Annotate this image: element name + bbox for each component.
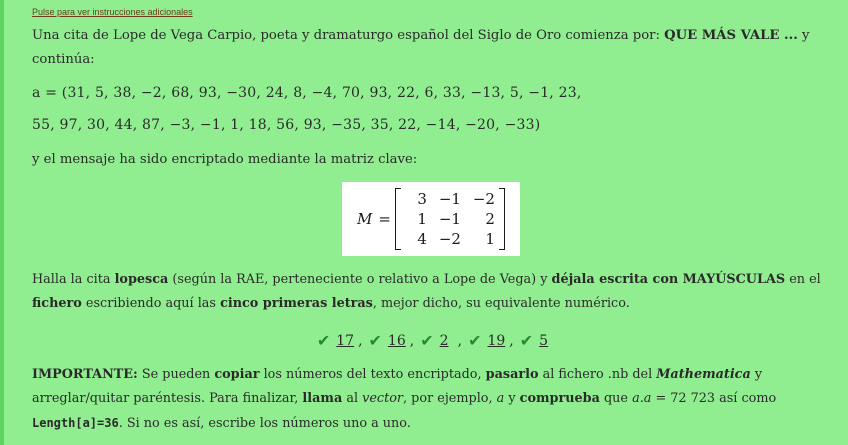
matrix-container: [32, 182, 838, 256]
task-bold: fichero: [32, 296, 82, 311]
matrix-cell: 1: [417, 210, 427, 228]
matrix-grid: [401, 189, 499, 249]
task-text: (según la RAE, perteneciente o relativo a Lope de Vega) y: [168, 272, 552, 287]
matrix-cell: 1: [485, 230, 495, 248]
answer-separator: ,: [457, 332, 463, 349]
instructions-link[interactable]: Pulse para ver instrucciones adicionales: [32, 7, 193, 17]
note-text: y: [504, 390, 520, 406]
intro-text-after: y continúa:: [32, 28, 810, 67]
task-bold: cinco primeras letras: [220, 296, 373, 311]
answer-value[interactable]: 17: [336, 332, 355, 349]
quote-start: QUE MÁS VALE ...: [664, 28, 798, 43]
answer-item[interactable]: [468, 331, 505, 350]
answer-item[interactable]: [369, 331, 406, 350]
task-text: , mejor dicho, su equivalente numérico.: [372, 296, 630, 311]
check-icon: ✔: [420, 331, 434, 351]
sequence-line-1: a = (31, 5, 38, −2, 68, 93, −30, 24, 8, −4, 70, 93, 22, 6, 33, −13, 5, −1, 23,: [32, 85, 582, 101]
note-italic: a: [496, 390, 505, 406]
matrix-cell: 3: [417, 190, 427, 208]
answer-value[interactable]: 16: [387, 332, 406, 349]
check-icon: ✔: [316, 331, 331, 351]
answer-separator: ,: [358, 332, 363, 349]
task-bold: déjala escrita con MAYÚSCULAS: [551, 272, 786, 287]
note-text: los números del texto encriptado,: [259, 366, 486, 382]
note-text: = 72 723 así como: [651, 390, 777, 406]
check-icon: ✔: [468, 331, 482, 351]
intro-text: Una cita de Lope de Vega Carpio, poeta y dramaturgo español del Siglo de Oro comienza por:: [32, 28, 665, 43]
matrix-cell: −1: [438, 210, 461, 228]
matrix-equals: =: [378, 210, 391, 228]
answer-separator: ,: [509, 332, 514, 349]
note-italic: a.a: [632, 390, 652, 406]
length-code: Length[a]=36: [32, 415, 119, 430]
check-icon: ✔: [519, 331, 534, 351]
task-text: en el: [785, 272, 821, 287]
answer-item[interactable]: [420, 331, 453, 350]
matrix-cell: −2: [438, 230, 461, 248]
note-bold: pasarlo: [485, 366, 539, 382]
note-text: que: [599, 390, 633, 406]
note-bold: copiar: [214, 366, 260, 382]
intro-paragraph: [32, 24, 838, 72]
note-italic: vector: [362, 390, 404, 406]
matrix-cell: 4: [417, 230, 427, 248]
task-text: Halla la cita: [32, 272, 115, 287]
matrix-right-bracket: [499, 188, 505, 250]
answer-value[interactable]: 2: [439, 332, 449, 349]
matrix-cell: 2: [485, 210, 495, 228]
matrix-label: M: [357, 210, 373, 228]
note-text: al: [342, 390, 363, 406]
important-label: IMPORTANTE:: [32, 366, 138, 382]
task-bold: lopesca: [114, 272, 169, 287]
sequence-line-2: 55, 97, 30, 44, 87, −3, −1, 1, 18, 56, 93, −35, 35, 22, −14, −20, −33): [32, 117, 541, 133]
answer-value[interactable]: 19: [487, 332, 506, 349]
answer-item[interactable]: [520, 331, 553, 350]
answer-value[interactable]: 5: [539, 332, 549, 349]
answer-separator: ,: [409, 332, 415, 349]
matrix-cell: −2: [472, 190, 495, 208]
note-bold: Mathematica: [656, 366, 751, 382]
key-matrix: [342, 182, 520, 256]
matrix-cell: −1: [438, 190, 461, 208]
answer-row: [32, 329, 838, 353]
task-text: escribiendo aquí las: [81, 296, 221, 311]
note-bold: comprueba: [519, 390, 600, 406]
note-text: Se pueden: [137, 366, 215, 382]
note-text: , por ejemplo,: [403, 390, 497, 406]
note-text: y arreglar/quitar paréntesis. Para finalizar,: [32, 366, 763, 406]
answer-item[interactable]: [317, 331, 354, 350]
note-text: . Si no es así, escribe los números uno a uno.: [118, 415, 411, 431]
check-icon: ✔: [368, 331, 382, 351]
note-bold: llama: [302, 390, 343, 406]
important-note: [32, 363, 838, 436]
task-paragraph: [32, 268, 838, 316]
note-text: al fichero .nb del: [538, 366, 657, 382]
matrix-description: y el mensaje ha sido encriptado mediante la matriz clave:: [32, 152, 418, 167]
